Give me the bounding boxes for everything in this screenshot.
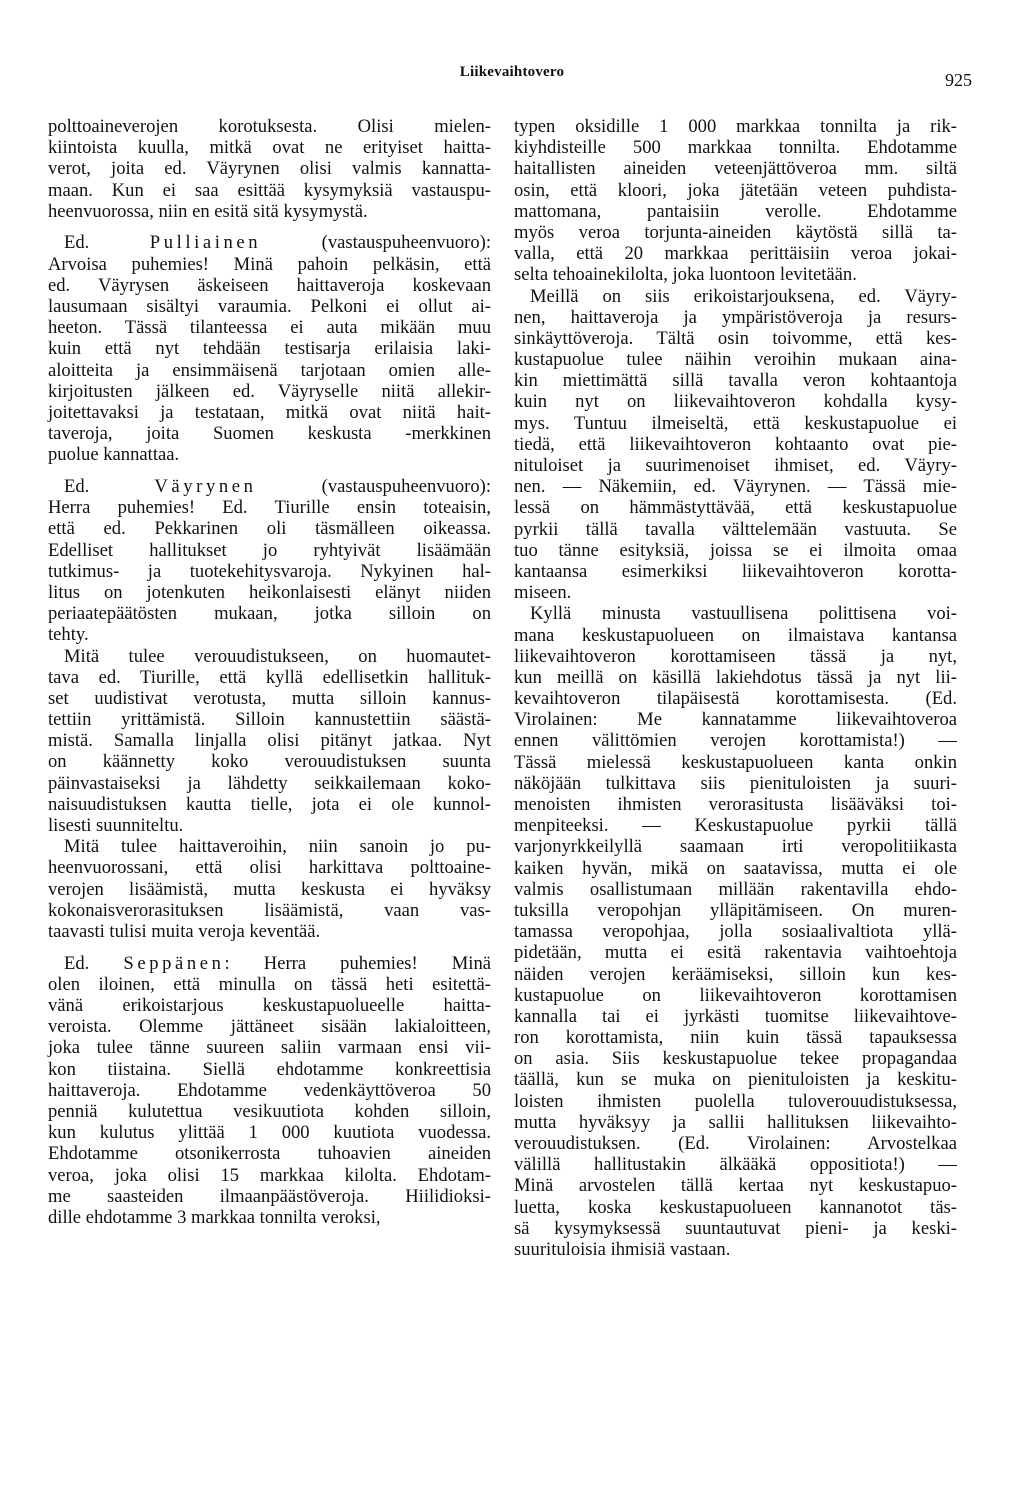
text-paragraph <box>514 603 957 1260</box>
text-line: tamassa veropohjaa, jolla sosiaalivaltiota yllä- <box>514 921 957 943</box>
text-line: set uudistivat verotusta, mutta silloin kannus- <box>48 687 491 709</box>
text-line: naisuudistuksen kautta tielle, jota ei ole kunnol- <box>48 793 491 815</box>
text-line: kun meillä on käsillä lakiehdotus tässä ja nyt lii- <box>514 666 957 688</box>
text-line: joka tulee tänne suureen saliin varmaan ensi vii- <box>48 1037 491 1059</box>
text-line: suurituloisia ihmisiä vastaan. <box>514 1238 731 1260</box>
text-line: ennen välittömien verojen korottamista!) — <box>514 730 957 752</box>
text-line: haittaveroja. Ehdotamme vedenkäyttöveroa 50 <box>48 1079 491 1101</box>
page-number: 925 <box>945 70 972 90</box>
text-line: taavasti tulisi muita veroja keventää. <box>48 920 321 942</box>
text-line: valmis osallistumaan millään rakentavilla ehdo- <box>514 878 957 900</box>
text-line: dille ehdotamme 3 markkaa tonnilta veroksi, <box>48 1206 381 1228</box>
text-line: pyrkii tällä tavalla välttelemään vastuuta. Se <box>514 518 957 540</box>
text-line: menpiteeksi. — Keskustapuolue pyrkii tällä <box>514 815 957 837</box>
text-line: joitettavaksi ja testataan, mitkä ovat niitä hait- <box>48 401 491 423</box>
text-line: varjonyrkkeilyllä saamaan irti veropolitiikasta <box>514 836 957 858</box>
paragraph-gap <box>48 466 491 477</box>
text-line: Mitä tulee verouudistukseen, on huomautet- <box>64 645 491 667</box>
text-line: tuo tänne esityksiä, joissa se ei ilmoita omaa <box>514 539 957 561</box>
text-line: typen oksidille 1 000 markkaa tonnilta ja rik- <box>514 116 957 137</box>
text-line: tettiin yrittämistä. Silloin kannustettiin säästä- <box>48 709 491 731</box>
text-line: välillä hallitustakin älkääkä oppositiota!) — <box>514 1154 957 1176</box>
speaker-line <box>48 476 491 497</box>
text-line: Ehdotamme otsonikerrosta tuhoavien aineiden <box>48 1143 491 1165</box>
text-line: mistä. Samalla linjalla olisi pitänyt jatkaa. Nyt <box>48 730 491 752</box>
text-line: penniä kulutettua vesikuutiota kohden silloin, <box>48 1100 491 1122</box>
text-line: kon tiistaina. Siellä ehdotamme konkreettisia <box>48 1058 491 1080</box>
text-paragraph <box>514 116 957 286</box>
text-line: kustapuolue tulee näihin veroihin mukaan aina- <box>514 349 957 371</box>
text-line: Mitä tulee haittaveroihin, niin sanoin jo pu- <box>64 836 491 858</box>
text-line: mys. Tuntuu ilmeiseltä, että keskustapuolue ei <box>514 412 957 434</box>
text-line: näköjään tulkittava siis pienituloisten ja suuri- <box>514 772 957 794</box>
text-line: kirjoitusten jälkeen ed. Väyryselle niitä allekir- <box>48 380 491 402</box>
speech-paragraph <box>48 232 491 465</box>
text-line: tava ed. Tiurille, että kyllä edellisetkin hallituk- <box>48 666 491 688</box>
text-line: sinkäyttöveroja. Tältä osin toivomme, että kes- <box>514 327 957 349</box>
text-line: Arvoisa puhemies! Minä pahoin pelkäsin, että <box>48 253 491 275</box>
text-line: ed. Väyrysen äskeiseen haittaveroja koskevaan <box>48 274 491 296</box>
text-line: näiden verojen keräämiseksi, silloin kun kes- <box>514 963 957 985</box>
text-line: lessä on hämmästyttävää, että keskustapuolue <box>514 497 957 519</box>
speech-paragraph <box>48 953 491 1228</box>
text-line: lisesti suunniteltu. <box>48 815 184 836</box>
text-line: osin, että kloori, joka jätetään veteen puhdista- <box>514 179 957 201</box>
speech-paragraph <box>48 476 491 646</box>
text-line: veroista. Olemme jättäneet sisään lakialoitteen, <box>48 1016 491 1038</box>
speaker-line <box>48 953 491 974</box>
text-line: nen, haittaveroja ja ympäristöveroja ja resurs- <box>514 306 957 328</box>
text-line: kun kulutus ylittää 1 000 kuutiota vuodessa. <box>48 1122 491 1144</box>
text-line: luetta, koska keskustapuolueen kannanotot täs- <box>514 1196 957 1218</box>
speaker-suffix: (vastauspuheenvuoro): <box>256 476 491 497</box>
text-line: kuin että nyt tehdään testisarja erilaisia laki- <box>48 338 491 360</box>
text-paragraph <box>48 116 491 222</box>
text-line: tutkimus- ja tuotekehitysvaroja. Nykyinen hal- <box>48 560 491 582</box>
text-line: polttoaineverojen korotuksesta. Olisi mielen- <box>48 116 491 137</box>
speaker-name: Pulliainen <box>149 232 262 254</box>
text-line: olen iloinen, että minulla on tässä heti esitettä- <box>48 973 491 995</box>
text-line: valla, että 20 markkaa perittäisiin veroa jokai- <box>514 243 957 265</box>
text-line: veroa, joka olisi 15 markkaa kilolta. Ehdotam- <box>48 1164 491 1186</box>
speaker-prefix: Ed. <box>64 232 150 254</box>
text-line: loisten ihmisten puolella tuloverouudistuksessa, <box>514 1090 957 1112</box>
text-line: mattomana, pantaisiin verolle. Ehdotamme <box>514 200 957 222</box>
text-line: kustapuolue on liikevaihtoveron korottamisen <box>514 984 957 1006</box>
text-line: aloitteita ja ensimmäisenä tarjotaan omien alle- <box>48 359 491 381</box>
text-line: tehty. <box>48 624 89 646</box>
text-line: kaiken hyvän, mikä on saatavissa, mutta ei ole <box>514 857 957 879</box>
text-line: nen. — Näkemiin, ed. Väyrynen. — Tässä mie- <box>514 476 957 498</box>
text-line: kantaansa esimerkiksi liikevaihtoveron korotta- <box>514 560 957 582</box>
speaker-name: Seppänen <box>123 952 225 974</box>
text-line: verojen lisäämistä, mutta keskusta ei hyväksy <box>48 878 491 900</box>
text-line: menoisten ihmisten verorasitusta lisääväksi toi- <box>514 794 957 815</box>
text-paragraph <box>48 646 491 837</box>
speaker-prefix: Ed. <box>64 952 124 974</box>
text-line: myös veroa torjunta-aineiden käytöstä sillä ta- <box>514 221 957 243</box>
text-line: täällä, kun se muka on pienituloisten ja keskitu- <box>514 1069 957 1091</box>
text-line: mana keskustapuolueen on ilmaistava kantansa <box>514 624 957 646</box>
text-line: pidetään, mutta ei esitä rakentavia vaihtoehtoja <box>514 942 957 964</box>
text-line: ron korottamista, niin kuin tässä tapauksessa <box>514 1027 957 1049</box>
text-line: Kyllä minusta vastuullisena polittisena voi- <box>530 603 957 625</box>
text-paragraph <box>514 286 957 604</box>
text-line: Meillä on siis erikoistarjouksena, ed. Väyry- <box>530 285 957 307</box>
text-line: kuin nyt on liikevaihtoveron kohdalla kysy- <box>514 391 957 413</box>
text-line: haitallisten aineiden veteenjättöveroa mm. siltä <box>514 158 957 180</box>
right-text-column <box>514 116 957 1260</box>
text-line: vänä erikoistarjous keskustapuolueelle haitta- <box>48 995 491 1016</box>
text-line: Tässä mielessä keskustapuolueen kanta onkin <box>514 751 957 773</box>
text-line: selta tehoainekilolta, joka luontoon levitetään. <box>514 264 857 286</box>
text-line: me saasteiden ilmaanpäästöveroja. Hiilidioksi- <box>48 1185 491 1207</box>
text-line: liikevaihtoveron korottamiseen tässä ja nyt, <box>514 645 957 667</box>
text-line: Virolainen: Me kannatamme liikevaihtoveroa <box>514 709 957 731</box>
text-line: on asia. Siis keskustapuolue tekee propagandaa <box>514 1048 957 1070</box>
text-line: kokonaisverorasituksen lisäämistä, vaan vas- <box>48 899 491 921</box>
text-line: taveroja, joita Suomen keskusta -merkkinen <box>48 423 491 445</box>
paragraph-gap <box>48 222 491 233</box>
text-line: puolue kannattaa. <box>48 444 180 466</box>
text-line: miseen. <box>514 582 572 604</box>
speaker-suffix: : Herra puhemies! Minä <box>224 952 491 974</box>
text-line: kiintoista kuulla, mitkä ovat ne erityiset haitta- <box>48 137 491 159</box>
text-line: Edelliset hallitukset jo ryhtyivät lisäämään <box>48 539 491 561</box>
text-line: kin miettimättä sillä tavalla veron kohtaantoja <box>514 370 957 392</box>
text-line: litus on jotenkuten heikonlaisesti elänyt niiden <box>48 581 491 603</box>
paragraph-gap <box>48 942 491 953</box>
text-line: maan. Kun ei saa esittää kysymyksiä vastauspu- <box>48 179 491 201</box>
text-line: kannalla tai ei jyrkästi tuomitse liikevaihtove- <box>514 1005 957 1027</box>
text-line: sä kysymyksessä suuntautuvat pieni- ja keski- <box>514 1217 957 1239</box>
speaker-line <box>48 232 491 253</box>
speaker-prefix: Ed. <box>64 476 155 497</box>
text-line: että ed. Pekkarinen oli täsmälleen oikeassa. <box>48 518 491 540</box>
text-line: tiedä, että liikevaihtoveron kohtaanto ovat pie- <box>514 433 957 455</box>
text-line: lausumaan sisältyi varaumia. Pelkoni ei ollut ai- <box>48 296 491 317</box>
speaker-name: Väyrynen <box>154 476 257 497</box>
text-line: mutta hyväksyy ja sallii hallituksen liikevaihto- <box>514 1111 957 1133</box>
text-line: heenvuorossa, niin en esitä sitä kysymystä. <box>48 200 368 222</box>
text-line: Minä arvostelen tällä kertaa nyt keskustapuo- <box>514 1175 957 1197</box>
text-line: verot, joita ed. Väyrynen olisi valmis kannatta- <box>48 158 491 180</box>
running-header-title: Liikevaihtovero <box>459 64 565 80</box>
text-line: kevaihtoveron tilapäisestä korottamisesta. (Ed. <box>514 688 957 710</box>
text-line: on käännetty koko verouudistuksen suunta <box>48 751 491 773</box>
text-line: verouudistuksen. (Ed. Virolainen: Arvostelkaa <box>514 1133 957 1154</box>
speaker-suffix: (vastauspuheenvuoro): <box>261 232 491 254</box>
text-line: tuksilla veropohjan ylläpitämiseen. On muren- <box>514 899 957 921</box>
text-line: kiyhdisteille 500 markkaa tonnilta. Ehdotamme <box>514 137 957 159</box>
text-line: nituloiset ja suurimenoiset ihmiset, ed. Väyry- <box>514 455 957 476</box>
text-line: päinvastaiseksi ja lähdetty seikkailemaan koko- <box>48 772 491 794</box>
text-line: Herra puhemies! Ed. Tiurille ensin toteaisin, <box>48 497 491 519</box>
text-line: heeton. Tässä tilanteessa ei auta mikään muu <box>48 317 491 339</box>
text-line: periaatepäätösten mukaan, jotka silloin on <box>48 603 491 625</box>
text-line: heenvuorossani, että olisi harkittava polttoaine- <box>48 857 491 879</box>
left-text-column <box>48 116 491 1228</box>
text-paragraph <box>48 836 491 942</box>
